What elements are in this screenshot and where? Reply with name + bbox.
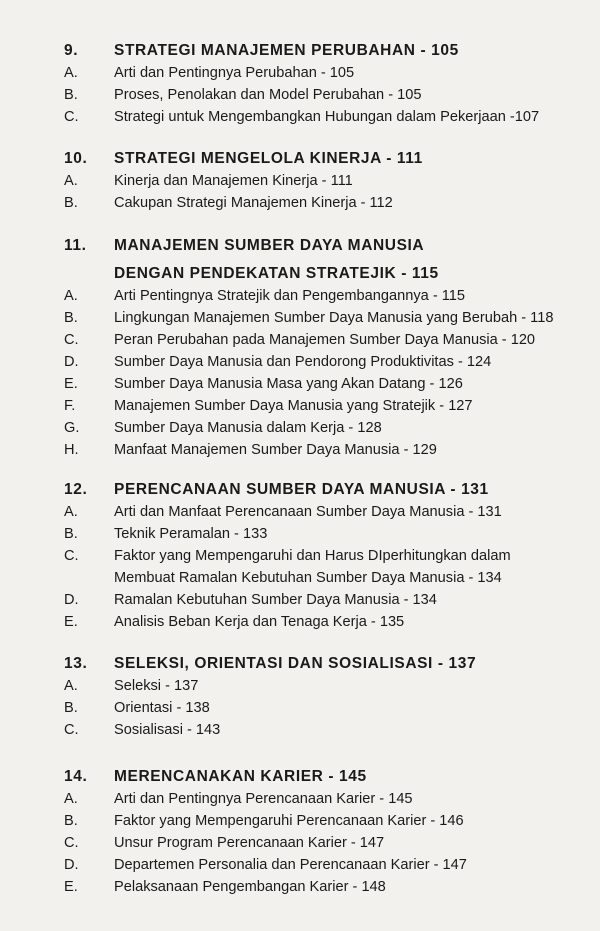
item-text: Analisis Beban Kerja dan Tenaga Kerja - 135 xyxy=(114,614,405,630)
item-text: Arti dan Pentingnya Perubahan - 105 xyxy=(114,65,355,81)
chapter-number: 12. xyxy=(64,481,88,498)
list-item xyxy=(0,395,600,417)
chapter-title xyxy=(110,235,600,285)
chapter-heading xyxy=(0,235,600,285)
item-text: Arti dan Manfaat Perencanaan Sumber Daya Manusia - 131 xyxy=(114,504,502,520)
item-text: Sosialisasi - 143 xyxy=(114,722,221,738)
item-text: Manfaat Manajemen Sumber Daya Manusia - 129 xyxy=(114,442,437,458)
item-letter: C. xyxy=(64,109,79,125)
item-text: Teknik Peramalan - 133 xyxy=(114,526,268,542)
list-item xyxy=(0,84,600,106)
item-letter: E. xyxy=(64,376,78,392)
item-letter: A. xyxy=(64,288,78,304)
item-text: Seleksi - 137 xyxy=(114,678,199,694)
chapter-title: SELEKSI, ORIENTASI DAN SOSIALISASI - 137 xyxy=(114,655,477,672)
list-item xyxy=(0,523,600,545)
item-letter: A. xyxy=(64,791,78,807)
list-item xyxy=(0,675,600,697)
item-text: Faktor yang Mempengaruhi Perencanaan Karier - 146 xyxy=(114,813,464,829)
chapter-9 xyxy=(0,40,600,128)
item-text: Sumber Daya Manusia dalam Kerja - 128 xyxy=(114,420,382,436)
item-text: Unsur Program Perencanaan Karier - 147 xyxy=(114,835,385,851)
item-text: Lingkungan Manajemen Sumber Daya Manusia yang Berubah - 118 xyxy=(114,310,554,326)
item-letter: F. xyxy=(64,398,76,414)
item-letter: H. xyxy=(64,442,79,458)
item-text: Sumber Daya Manusia dan Pendorong Produktivitas - 124 xyxy=(114,354,492,370)
chapter-title: MERENCANAKAN KARIER - 145 xyxy=(114,768,367,785)
item-text: Kinerja dan Manajemen Kinerja - 111 xyxy=(114,173,353,189)
item-letter: B. xyxy=(64,813,78,829)
item-letter: D. xyxy=(64,857,79,873)
list-item xyxy=(0,545,600,589)
item-letter: E. xyxy=(64,879,78,895)
item-letter: B. xyxy=(64,310,78,326)
list-item xyxy=(0,106,600,128)
chapter-heading xyxy=(0,479,600,501)
list-item xyxy=(0,351,600,373)
list-item xyxy=(0,62,600,84)
list-item xyxy=(0,439,600,461)
chapter-13 xyxy=(0,653,600,741)
chapter-heading xyxy=(0,40,600,62)
item-text: Peran Perubahan pada Manajemen Sumber Daya Manusia - 120 xyxy=(114,332,536,348)
list-item xyxy=(0,373,600,395)
item-text: Proses, Penolakan dan Model Perubahan - 105 xyxy=(114,87,422,103)
list-item xyxy=(0,719,600,741)
list-item xyxy=(0,697,600,719)
list-item xyxy=(0,854,600,876)
list-item xyxy=(0,832,600,854)
item-text: Cakupan Strategi Manajemen Kinerja - 112 xyxy=(114,195,393,211)
list-item xyxy=(0,307,600,329)
item-letter: C. xyxy=(64,835,79,851)
list-item xyxy=(0,192,600,214)
item-text: Departemen Personalia dan Perencanaan Karier - 147 xyxy=(114,857,467,873)
list-item xyxy=(0,170,600,192)
chapter-number: 14. xyxy=(64,768,88,785)
chapter-heading xyxy=(0,148,600,170)
item-letter: C. xyxy=(64,722,79,738)
list-item xyxy=(0,589,600,611)
item-letter: B. xyxy=(64,700,78,716)
item-letter: G. xyxy=(64,420,80,436)
chapter-11 xyxy=(0,235,600,461)
chapter-10 xyxy=(0,148,600,214)
chapter-title-line-1: MANAJEMEN SUMBER DAYA MANUSIA xyxy=(114,237,425,254)
item-text: Orientasi - 138 xyxy=(114,700,210,716)
chapter-12 xyxy=(0,479,600,633)
item-text xyxy=(110,545,600,589)
list-item xyxy=(0,876,600,898)
chapter-heading xyxy=(0,766,600,788)
list-item xyxy=(0,788,600,810)
item-letter: A. xyxy=(64,504,78,520)
chapter-title: PERENCANAAN SUMBER DAYA MANUSIA - 131 xyxy=(114,481,489,498)
item-text: Sumber Daya Manusia Masa yang Akan Datang - 126 xyxy=(114,376,463,392)
chapter-number: 10. xyxy=(64,150,88,167)
list-item xyxy=(0,285,600,307)
item-letter: E. xyxy=(64,614,78,630)
chapter-14 xyxy=(0,766,600,898)
chapter-title-line-2: DENGAN PENDEKATAN STRATEJIK - 115 xyxy=(114,265,439,282)
chapter-heading xyxy=(0,653,600,675)
item-letter: D. xyxy=(64,354,79,370)
chapter-title: STRATEGI MENGELOLA KINERJA - 111 xyxy=(114,150,423,167)
chapter-title: STRATEGI MANAJEMEN PERUBAHAN - 105 xyxy=(114,42,459,59)
list-item xyxy=(0,417,600,439)
chapter-number: 11. xyxy=(64,237,87,254)
chapter-number: 9. xyxy=(64,42,79,59)
item-text: Arti Pentingnya Stratejik dan Pengembangannya - 115 xyxy=(114,288,466,304)
chapter-number: 13. xyxy=(64,655,88,672)
item-text-line-2: Membuat Ramalan Kebutuhan Sumber Daya Manusia - 134 xyxy=(114,570,502,586)
item-letter: B. xyxy=(64,87,78,103)
item-text: Manajemen Sumber Daya Manusia yang Stratejik - 127 xyxy=(114,398,473,414)
item-letter: B. xyxy=(64,526,78,542)
item-text: Pelaksanaan Pengembangan Karier - 148 xyxy=(114,879,386,895)
item-letter: C. xyxy=(64,332,79,348)
item-text: Ramalan Kebutuhan Sumber Daya Manusia - 134 xyxy=(114,592,437,608)
item-letter: A. xyxy=(64,173,78,189)
item-letter: A. xyxy=(64,678,78,694)
item-text-line-1: Faktor yang Mempengaruhi dan Harus DIperhitungkan dalam xyxy=(114,548,511,564)
list-item xyxy=(0,329,600,351)
list-item xyxy=(0,611,600,633)
list-item xyxy=(0,501,600,523)
item-text: Arti dan Pentingnya Perencanaan Karier - 145 xyxy=(114,791,413,807)
item-letter: B. xyxy=(64,195,78,211)
list-item xyxy=(0,810,600,832)
item-letter: A. xyxy=(64,65,78,81)
item-text: Strategi untuk Mengembangkan Hubungan dalam Pekerjaan -107 xyxy=(114,109,540,125)
item-letter: C. xyxy=(64,548,79,564)
item-letter: D. xyxy=(64,592,79,608)
